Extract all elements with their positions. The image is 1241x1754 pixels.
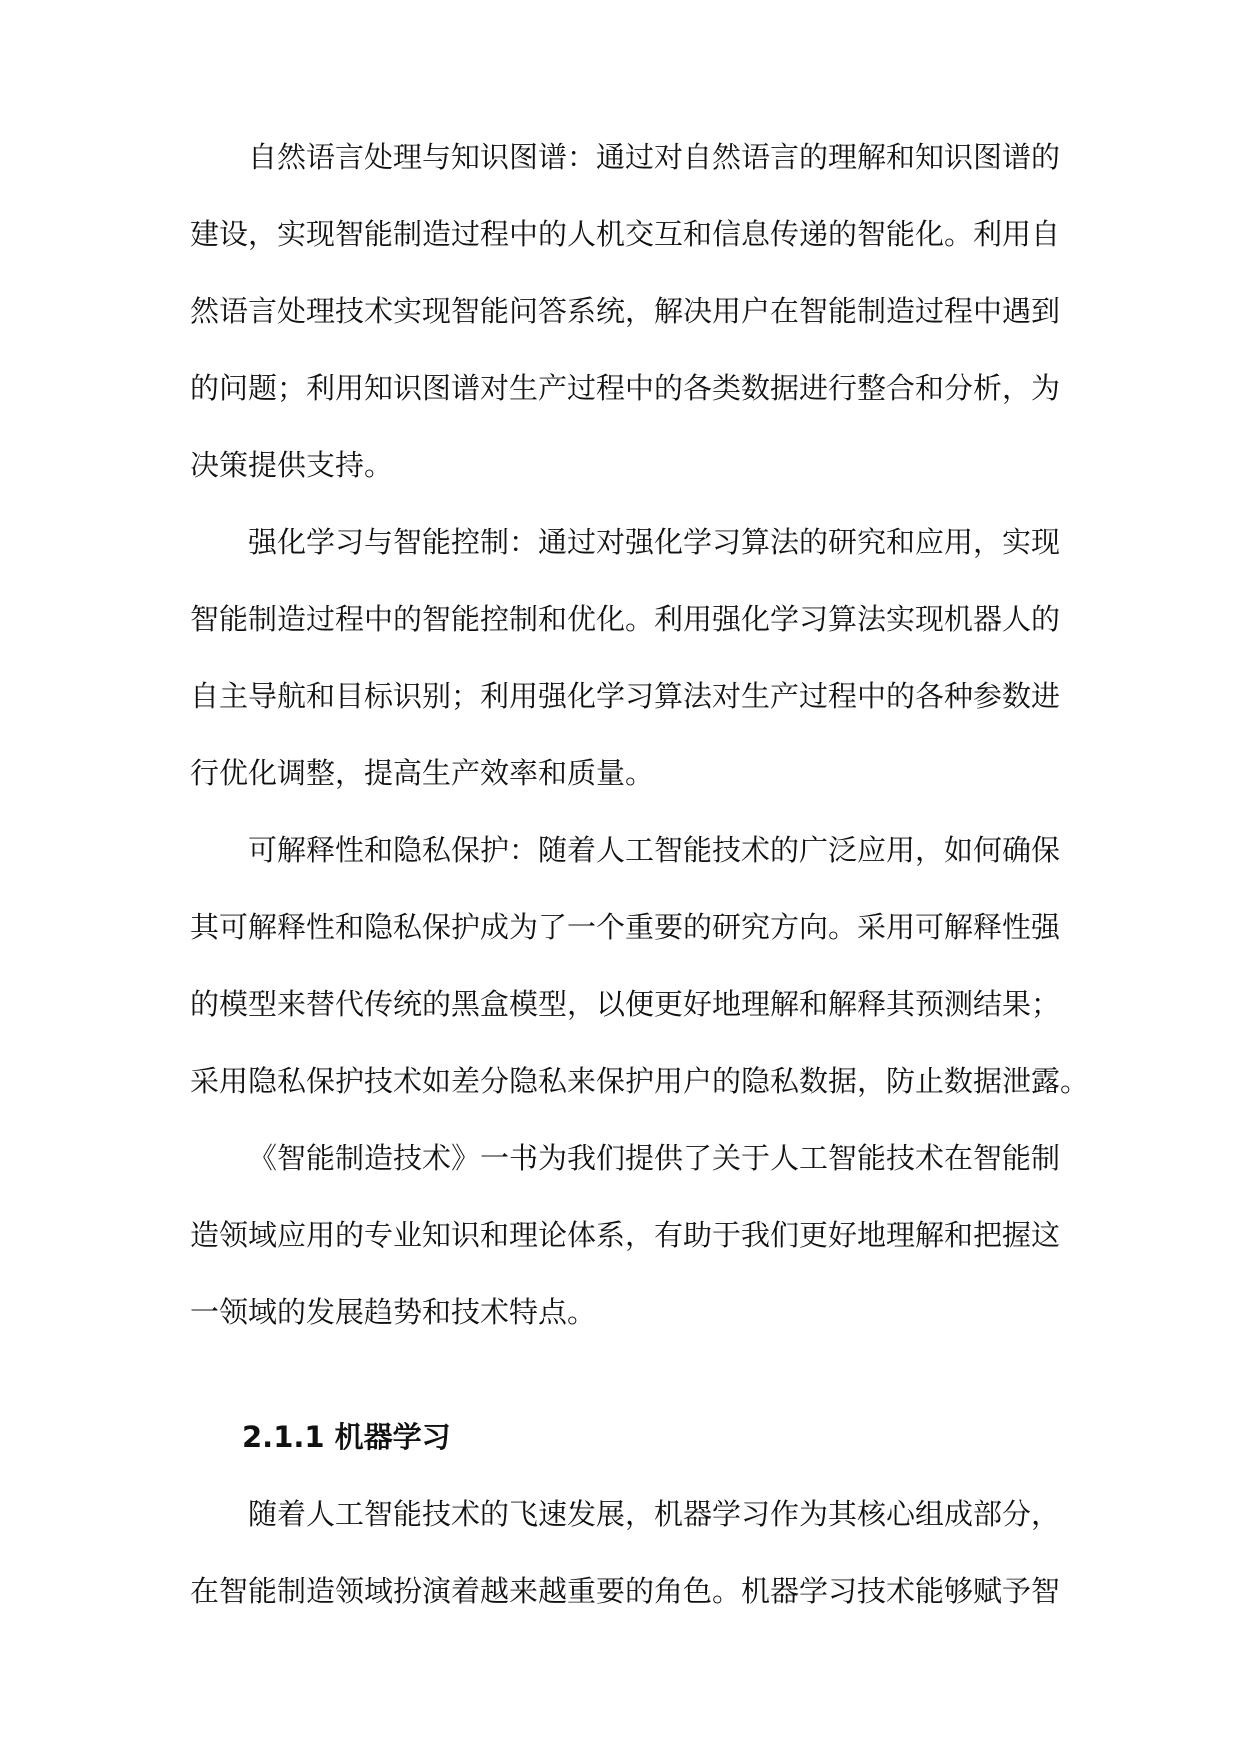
paragraph-line: 自然语言处理与知识图谱：通过对自然语言的理解和知识图谱的 bbox=[248, 140, 1061, 174]
paragraph-machine-learning bbox=[190, 1497, 1061, 1608]
paragraph-line: 自主导航和目标识别；利用强化学习算法对生产过程中的各种参数进 bbox=[190, 679, 1061, 713]
paragraph-line: 行优化调整，提高生产效率和质量。 bbox=[190, 756, 655, 790]
paragraph-explainability-privacy bbox=[190, 833, 1090, 1098]
paragraph-line: 在智能制造领域扮演着越来越重要的角色。机器学习技术能够赋予智 bbox=[190, 1574, 1061, 1608]
paragraph-line: 强化学习与智能控制：通过对强化学习算法的研究和应用，实现 bbox=[248, 525, 1061, 559]
paragraph-line: 可解释性和隐私保护：随着人工智能技术的广泛应用，如何确保 bbox=[248, 833, 1061, 867]
paragraph-line: 一领域的发展趋势和技术特点。 bbox=[190, 1295, 597, 1329]
paragraph-line: 的模型来替代传统的黑盒模型，以便更好地理解和解释其预测结果； bbox=[190, 987, 1061, 1021]
paragraph-line: 智能制造过程中的智能控制和优化。利用强化学习算法实现机器人的 bbox=[190, 602, 1061, 636]
section-heading: 2.1.1 机器学习 bbox=[242, 1420, 451, 1454]
paragraph-book-reference bbox=[190, 1141, 1061, 1329]
page-content bbox=[190, 140, 1090, 1654]
paragraph-line: 采用隐私保护技术如差分隐私来保护用户的隐私数据，防止数据泄露。 bbox=[190, 1064, 1090, 1098]
paragraph-reinforcement-learning bbox=[190, 525, 1061, 790]
paragraph-line: 造领域应用的专业知识和理论体系，有助于我们更好地理解和把握这 bbox=[190, 1218, 1061, 1252]
paragraph-line: 《智能制造技术》一书为我们提供了关于人工智能技术在智能制 bbox=[248, 1141, 1061, 1175]
paragraph-line: 其可解释性和隐私保护成为了一个重要的研究方向。采用可解释性强 bbox=[190, 910, 1061, 944]
paragraph-line: 的问题；利用知识图谱对生产过程中的各类数据进行整合和分析，为 bbox=[190, 371, 1061, 405]
paragraph-line: 然语言处理技术实现智能问答系统，解决用户在智能制造过程中遇到 bbox=[190, 294, 1061, 328]
paragraph-line: 决策提供支持。 bbox=[190, 448, 394, 482]
paragraph-line: 随着人工智能技术的飞速发展，机器学习作为其核心组成部分， bbox=[248, 1497, 1061, 1531]
paragraph-nlp-knowledge-graph bbox=[190, 140, 1061, 482]
paragraph-line: 建设，实现智能制造过程中的人机交互和信息传递的智能化。利用自 bbox=[190, 217, 1061, 251]
